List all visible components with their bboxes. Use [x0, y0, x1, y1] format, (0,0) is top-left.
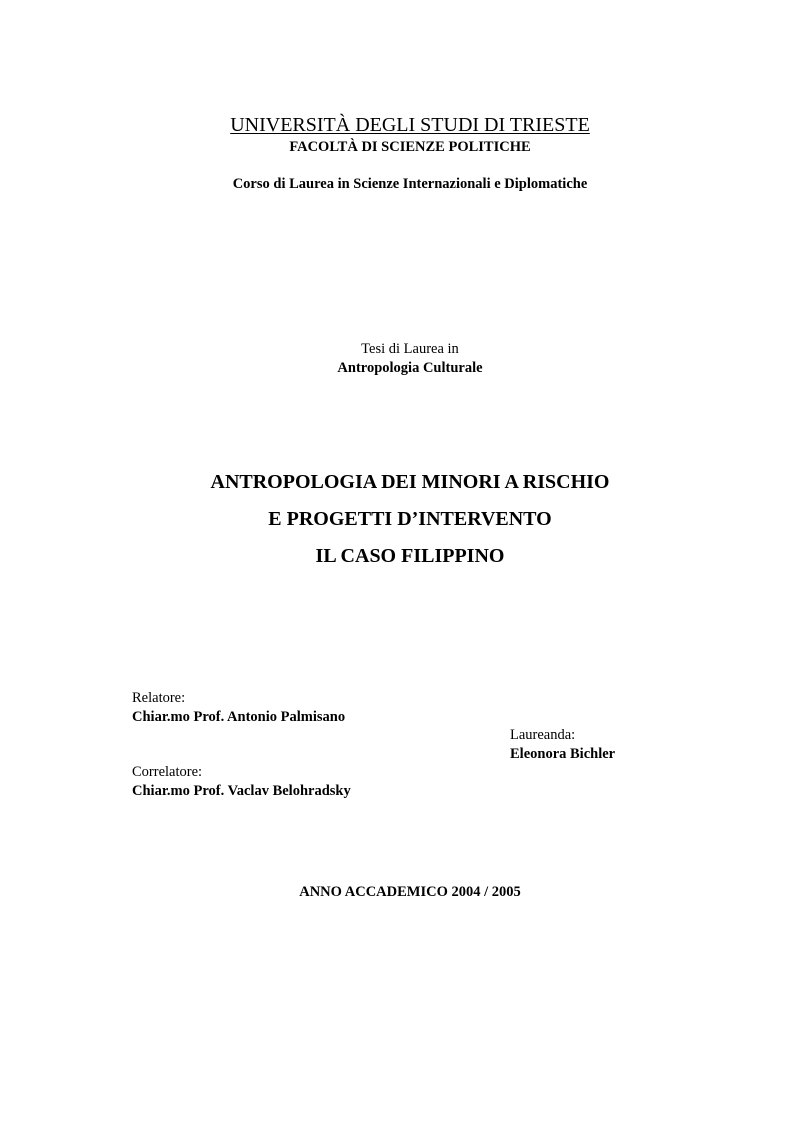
course-name: Corso di Laurea in Scienze Internazionali e Diplomatiche [232, 176, 588, 192]
correlatore-label: Correlatore: [132, 764, 203, 780]
laureanda-name: Eleonora Bichler [510, 746, 616, 762]
thesis-title-line-1: ANTROPOLOGIA DEI MINORI A RISCHIO [210, 471, 610, 493]
academic-year: ANNO ACCADEMICO 2004 / 2005 [299, 884, 521, 900]
faculty-name: FACOLTÀ DI SCIENZE POLITICHE [289, 139, 531, 155]
university-name: UNIVERSITÀ DEGLI STUDI DI TRIESTE [230, 114, 590, 136]
thesis-type-label: Tesi di Laurea in [361, 341, 459, 357]
thesis-title-line-3: IL CASO FILIPPINO [315, 545, 505, 567]
relatore-name: Chiar.mo Prof. Antonio Palmisano [132, 709, 346, 725]
correlatore-name: Chiar.mo Prof. Vaclav Belohradsky [132, 783, 351, 799]
thesis-title-line-2: E PROGETTI D’INTERVENTO [268, 508, 552, 530]
relatore-label: Relatore: [132, 690, 186, 706]
laureanda-label: Laureanda: [510, 727, 576, 743]
thesis-subject: Antropologia Culturale [337, 360, 483, 376]
